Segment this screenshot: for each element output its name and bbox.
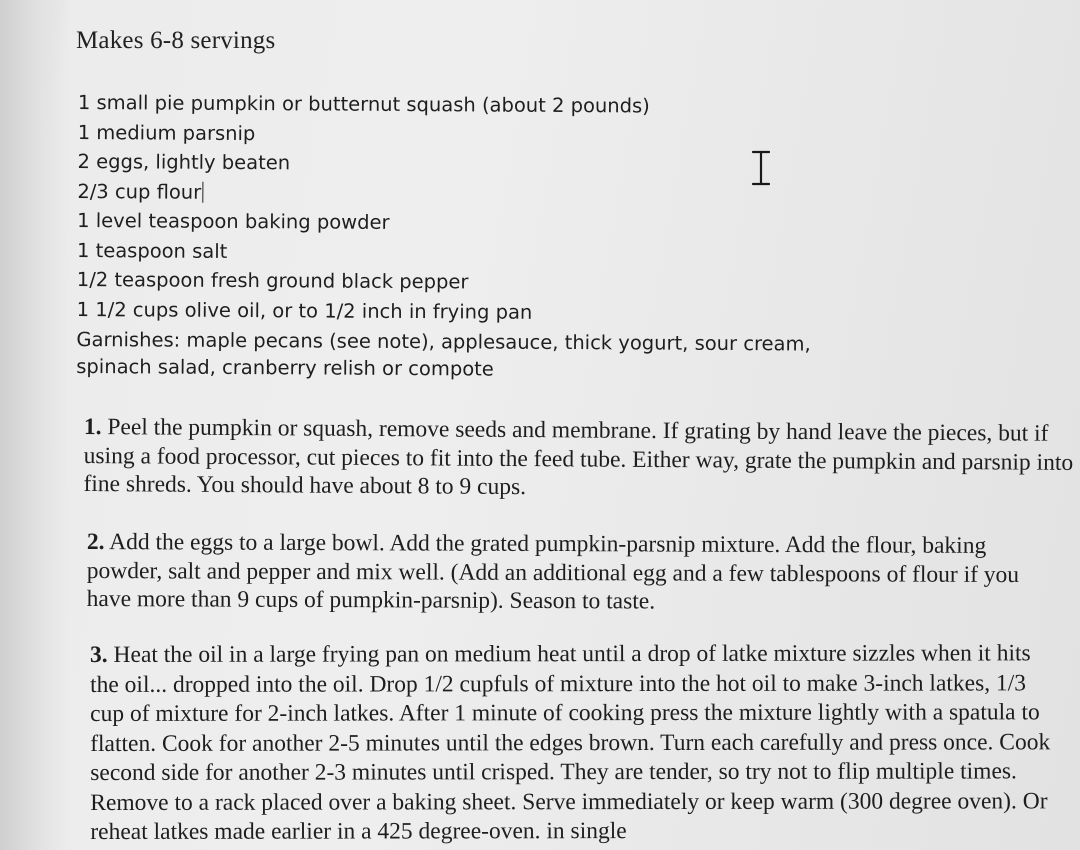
step-number: 1. bbox=[83, 413, 102, 441]
instruction-step bbox=[90, 639, 1065, 847]
ingredient-garnishes: Garnishes: maple pecans (see note), applesauce, thick yogurt, sour cream, spinach salad, cranberry relish or compote bbox=[76, 327, 811, 381]
ingredient-item: 1 1/2 cups olive oil, or to 1/2 inch in frying pan bbox=[76, 297, 533, 324]
ingredient-item: 1 small pie pumpkin or butternut squash (about 2 pounds) bbox=[77, 90, 650, 118]
servings-heading: Makes 6-8 servings bbox=[76, 27, 276, 54]
ingredient-item: 1 teaspoon salt bbox=[76, 238, 228, 263]
instruction-step bbox=[83, 413, 1074, 505]
instruction-step bbox=[87, 528, 1062, 618]
step-text: Peel the pumpkin or squash, remove seeds and membrane. If grating by hand leave the pieces, but if using a food processor, cut pieces to fit into the feed tube. Either way, grate the pumpkin and parsnip into fine shreds. You should have about 8 to 9 cups. bbox=[83, 414, 1074, 501]
ingredient-item: 1 level teaspoon baking powder bbox=[77, 208, 390, 234]
ingredient-item: 2 eggs, lightly beaten bbox=[77, 149, 291, 175]
step-text: Add the eggs to a large bowl. Add the grated pumpkin-parsnip mixture. Add the flour, baking powder, salt and pepper and mix well. (Add an additional egg and a few tablespoons of flour if you have more than 9 cups of pumpkin-parsnip). Season to taste. bbox=[86, 529, 1020, 615]
ingredient-text: 2/3 cup flour bbox=[77, 179, 202, 204]
ingredients-list bbox=[76, 88, 878, 385]
ingredient-item: 1 medium parsnip bbox=[77, 120, 256, 145]
step-number: 3. bbox=[90, 641, 108, 668]
text-ibeam-icon bbox=[750, 150, 772, 186]
step-number: 2. bbox=[86, 529, 105, 556]
step-text: Heat the oil in a large frying pan on medium heat until a drop of latke mixture sizzles when it hits the oil... dropped into the oil. Drop 1/2 cupfuls of mixture into the hot oil to make 3-inch latkes, 1/3 cup of mixture for 2-inch latkes. After 1 minute of cooking press the mixture lightly with a spatula to flatten. Cook for another 2-5 minutes until the edges brown. Turn each carefully and press once. Cook second side for another 2-3 minutes until crisped. They are tender, so try not to flip multiple times. Remove to a rack placed over a baking sheet. Serve immediately or keep warm (300 degree oven). Or reheat latkes made earlier in a 425 degree-oven. in single bbox=[90, 640, 1051, 845]
text-caret bbox=[202, 181, 204, 202]
ingredient-item: 1/2 teaspoon fresh ground black pepper bbox=[76, 267, 469, 294]
